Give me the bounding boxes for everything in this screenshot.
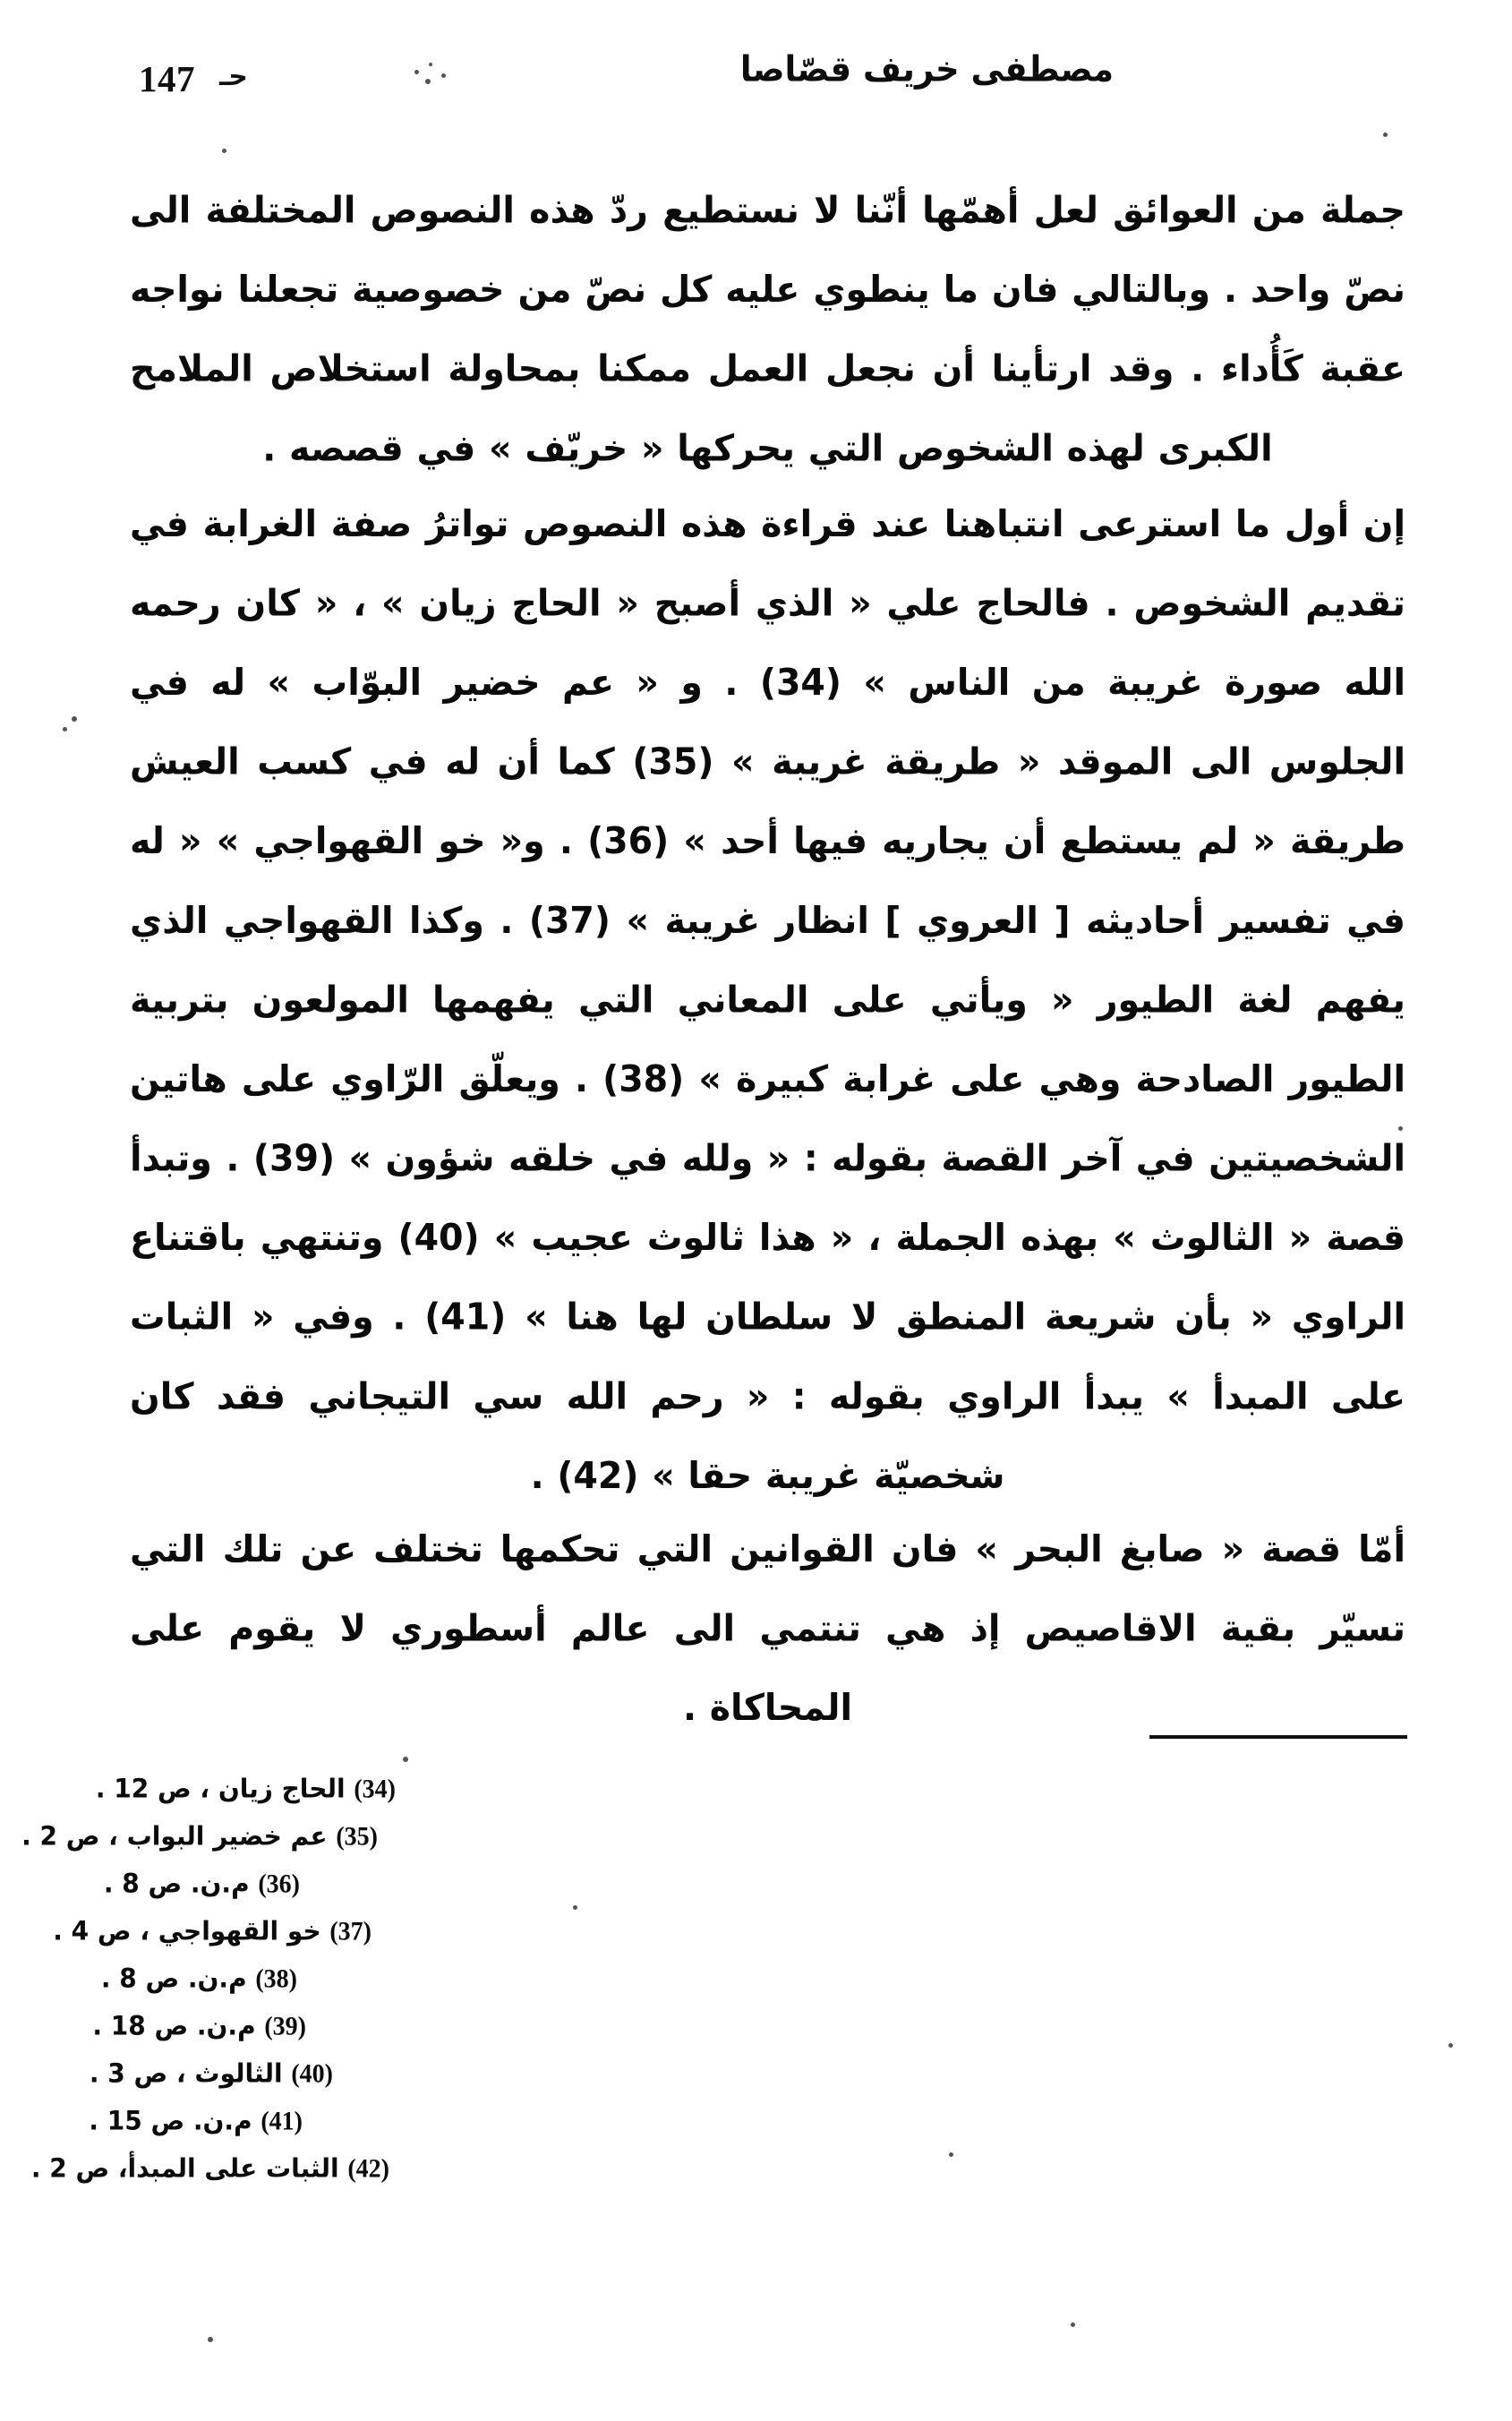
footnote-item <box>103 1860 1405 1909</box>
footnote-text: عم خضير البواب ، ص 2 . <box>21 1820 328 1852</box>
footnote-text: الحاج زيان ، ص 12 . <box>95 1773 346 1804</box>
footnote-number: (40) <box>291 2059 333 2089</box>
footnote-text: م.ن. ص 15 . <box>89 2105 252 2136</box>
footnote-item <box>95 1765 1405 1814</box>
footnote-text: م.ن. ص 18 . <box>92 2010 256 2041</box>
footnote-separator-rule <box>1149 1735 1407 1739</box>
scan-speck <box>1071 2323 1075 2327</box>
footnote-text: الثالوث ، ص 3 . <box>89 2057 283 2089</box>
scan-speck <box>403 1757 408 1762</box>
scan-speck <box>1383 133 1388 137</box>
footnote-number: (35) <box>336 1822 378 1852</box>
scan-speck <box>414 70 419 74</box>
footnote-number: (37) <box>329 1917 372 1946</box>
scan-speck <box>63 727 67 731</box>
footnote-item <box>92 2002 1405 2051</box>
footnote-item <box>21 1812 1405 1861</box>
footnote-text: م.ن. ص 8 . <box>103 1868 250 1899</box>
scan-speck <box>949 2152 953 2157</box>
footnote-number: (39) <box>264 2012 306 2041</box>
footnote-number: (34) <box>354 1775 396 1804</box>
scan-speck <box>72 716 77 722</box>
footnote-number: (41) <box>261 2107 303 2136</box>
footnote-number: (36) <box>258 1869 300 1899</box>
running-head-title: مصطفى خريف قصّاصا <box>739 48 1114 90</box>
scan-speck <box>425 79 431 84</box>
footnote-list <box>21 1766 1405 2193</box>
running-head-mark: حـ <box>219 61 248 92</box>
scan-speck <box>573 1905 577 1910</box>
running-head <box>130 47 1382 109</box>
scan-speck <box>1398 1126 1403 1131</box>
paragraph-2: إن أول ما استرعى انتباهنا عند قراءة هذه النصوص تواترُ صفة الغرابة في تقديم الشخوص . فالحاج علي « الذي أصبح « الحاج زيان » ، « كان رحمه الله صورة غريبة من الناس » (34) . و « عم خضير البوّاب » له في الجلوس الى الموقد « طريقة غريبة » (35) كما أن له في كسب العيش طريقة « لم يستطع أن يجاريه فيها أحد » (36) . و« خو القهواجي » « له في تفسير أحاديثه [ العروي ] انظار غريبة » (37) . وكذا القهواجي الذي يفهم لغة الطيور « ويأتي على المعاني التي يفهمها المولعون بتربية الطيور الصادحة وهي على غرابة كبيرة » (38) . ويعلّق الرّاوي على هاتين الشخصيتين في آخر القصة بقوله : « ولله في خلقه شؤون » (39) . وتبدأ قصة « الثالوث » بهذه الجملة ، « هذا ثالوث عجيب » (40) وتنتهي باقتناع الراوي « بأن شريعة المنطق لا سلطان لها هنا » (41) . وفي « الثبات على المبدأ » يبدأ الراوي بقوله : « رحم الله سي التيجاني فقد كان شخصيّة غريبة حقا » (42) . <box>130 502 1406 1498</box>
footnote-item <box>89 2049 1405 2099</box>
scan-speck <box>441 73 446 78</box>
scan-speck <box>429 63 432 66</box>
footnote-item <box>53 1907 1405 1956</box>
footnote-item <box>100 1955 1405 2004</box>
footnote-text: الثبات على المبدأ، ص 2 . <box>30 2152 339 2184</box>
scan-speck <box>222 149 226 153</box>
footnote-item <box>30 2144 1405 2194</box>
footnote-number: (38) <box>255 1964 297 1994</box>
page-number: 147 <box>139 58 195 99</box>
footnote-number: (42) <box>347 2154 389 2184</box>
footnote-item <box>89 2097 1405 2146</box>
paragraph-1: جملة من العوائق لعل أهمّها أنّنا لا نستطيع ردّ هذه النصوص المختلفة الى نصّ واحد . وبالتالي فان ما ينطوي عليه كل نصّ من خصوصية تجعلنا نواجه عقبة كَأُداء . وقد ارتأينا أن نجعل العمل ممكنا بمحاولة استخلاص الملامح الكبرى لهذه الشخوص التي يحركها « خريّف » في قصصه . <box>130 189 1405 470</box>
body-text <box>130 175 1405 1751</box>
scan-speck <box>208 2337 213 2342</box>
footnote-text: خو القهواجي ، ص 4 . <box>53 1915 321 1946</box>
paragraph-3: أمّا قصة « صابغ البحر » فان القوانين التي تحكمها تختلف عن تلك التي تسيّر بقية الاقاصيص إذ هي تنتمي الى عالم أسطوري لا يقوم على المحاكاة . <box>130 1527 1405 1730</box>
footnote-text: م.ن. ص 8 . <box>100 1963 247 1994</box>
scan-speck <box>1448 2043 1453 2048</box>
